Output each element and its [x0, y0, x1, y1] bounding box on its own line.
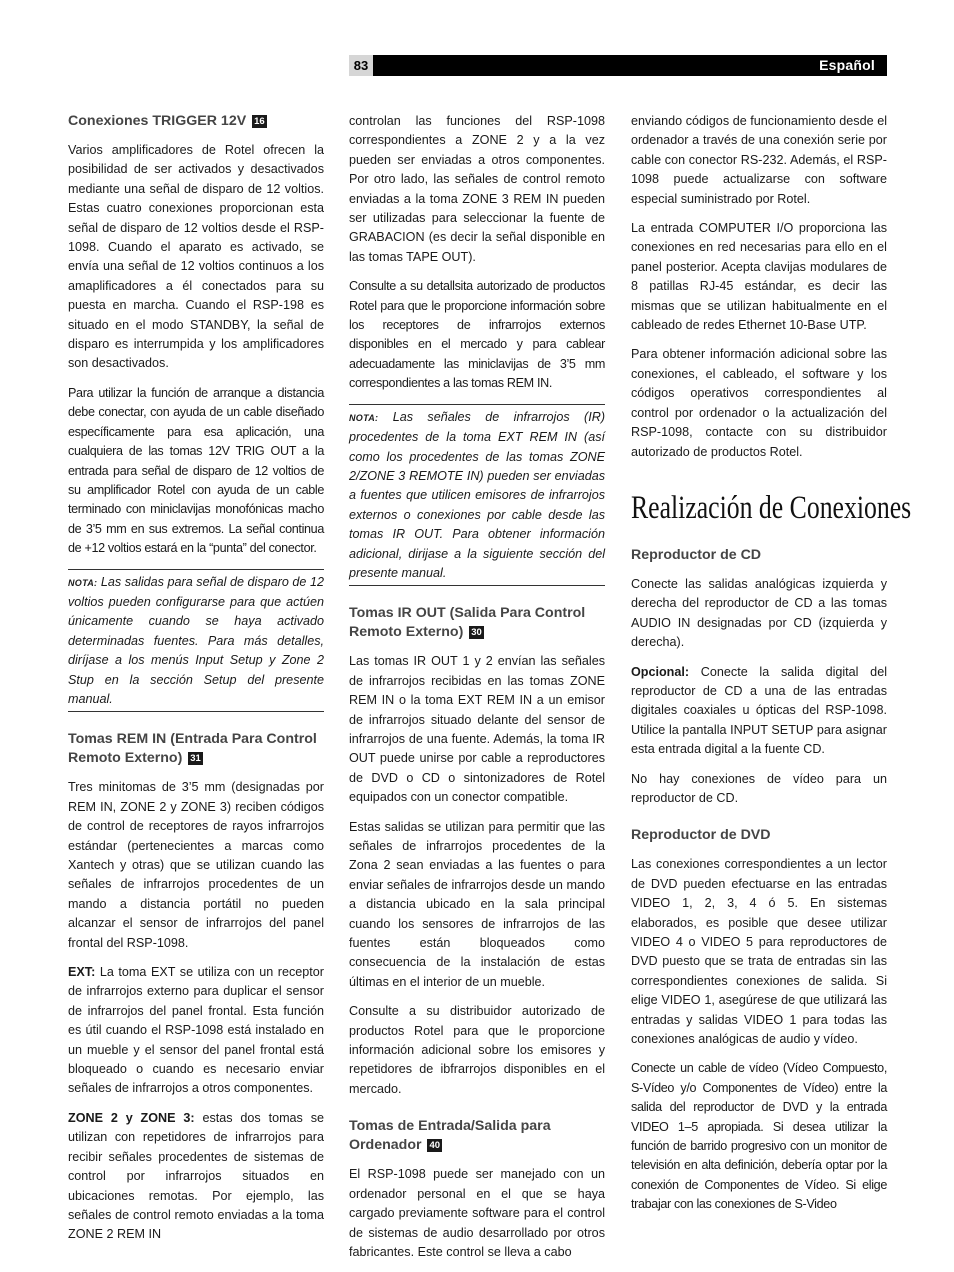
- heading-ir-out: Tomas IR OUT (Salida Para Control Remoto Externo) 30: [349, 605, 586, 641]
- heading-cd-player: Reproductor de CD: [631, 546, 762, 563]
- paragraph: Conecte las salidas analógicas izquierda y derecha del reproductor de CD a las tomas AUDIO IN designadas por CD (izquierda y derecha).: [631, 576, 887, 650]
- ref-number-badge: 30: [471, 627, 482, 639]
- keyword: Opcional:: [631, 664, 690, 679]
- heading-computer-io: Tomas de Entrada/Salida para Ordenador 40: [349, 1118, 551, 1154]
- paragraph: Para utilizar la función de arranque a distancia debe conectar, con ayuda de un cable diseñado específicamente para esa aplicación, una cualquiera de las tomas 12V TRIG OUT a la entrada para señal de disparo de 12 voltios de su amplificador Rotel con ayuda de un cable terminado con miniclavijas monofónicas macho de 3’5 mm en sus extremos. La señal continua de +12 voltios estará en la “punta” del conector.: [68, 385, 324, 556]
- paragraph: El RSP-1098 puede ser manejado con un ordenador personal en el que se haya cargado previamente software para el control de sistemas de audio desarrollado por otros fabricantes. Este control se lleva a cabo: [349, 1167, 605, 1259]
- note-label: NOTA:: [68, 577, 98, 588]
- paragraph: ZONE 2 y ZONE 3: estas dos tomas se utilizan con repetidores de infrarrojos para recibir señales procedentes de sistemas de control por infrarrojos situados en ubicaciones remotas. Por ejemplo, las señales de control remoto enviadas a la toma ZONE 2 REM IN: [68, 1110, 325, 1242]
- paragraph: Tres minitomas de 3’5 mm (designadas por REM IN, ZONE 2 y ZONE 3) reciben códigos de control de receptores de rayos infrarrojos estándar (pertenecientes a marcas como Xantech y otras) que se utilizan cuando las señales de infrarrojos procedentes de un mando a distancia portátil no pueden alcanzar el sensor de infrarrojos del panel frontal del RSP-1098.: [68, 780, 324, 950]
- paragraph: Las tomas IR OUT 1 y 2 envían las señales de infrarrojos recibidas en las tomas ZONE REM IN o la toma EXT REM IN a un emisor de infrarrojos situado delante del sensor de infrarrojos de una fuente. Además, la toma IR OUT puede unirse por cable a reproductores de DVD o CD o sintonizadores de Rotel equipados con un conector compatible.: [349, 654, 605, 805]
- paragraph: EXT: La toma EXT se utiliza con un receptor de infrarrojos externo para duplicar el sensor de infrarrojos del panel frontal. Esta función es útil cuando el RSP-1098 está instalado en un mueble y el sensor del panel frontal está bloqueado o cuando es necesario enviar señales de infrarrojos a otros componentes.: [68, 965, 325, 1096]
- note-label: NOTA:: [349, 412, 379, 423]
- paragraph: Varios amplificadores de Rotel ofrecen la posibilidad de ser activados y desactivados mediante una señal de disparo de 12 voltios. Estas cuatro conexiones proporcionan esta señal de disparo de 12 voltios desde el RSP-1098. Cuando el aparato es activado, se envía una señal de 12 voltios continuos a los amaplificadores a él conectados para su puesta en marcha. Cuando el RSP-198 es situado en el modo STANDBY, la señal de disparo es interrumpida y los amplificadores son desactivados.: [68, 143, 324, 371]
- section-title: Realización de Conexiones: [631, 489, 912, 526]
- paragraph: Consulte a su detallsita autorizado de productos Rotel para que le proporcione información sobre los receptores de infrarrojos externos disponibles en el mercado y para cablear adecuadamente las miniclavijas de 3’5 mm correspondientes a las tomas REM IN.: [349, 279, 605, 391]
- note-box: [68, 569, 324, 713]
- keyword: EXT:: [68, 965, 96, 980]
- note-box: [349, 404, 605, 587]
- heading-rem-in: Tomas REM IN (Entrada Para Control Remoto Externo) 31: [68, 731, 317, 767]
- paragraph: Para obtener información adicional sobre las conexiones, el cableado, el software y los códigos operativos correspondientes al control por ordenador o la actualización del RSP-1098, contacte con su distribuidor autorizado de productos Rotel.: [631, 347, 887, 459]
- ref-number-badge: 31: [190, 753, 201, 765]
- heading-trigger: Conexiones TRIGGER 12V 16: [68, 113, 265, 129]
- paragraph: Opcional: Conecte la salida digital del reproductor de CD a una de las entradas digitales coaxiales u ópticas del RSP-1098. Utilice la pantalla INPUT SETUP para asignar esta entrada digital a la fuente CD.: [631, 664, 887, 757]
- column-left: [68, 112, 324, 1255]
- ref-number-badge: 40: [429, 1140, 441, 1152]
- page-number: 83: [349, 55, 373, 76]
- paragraph: enviando códigos de funcionamiento desde el ordenador a través de una conexión serie por cable con conector RS-232. Además, el RSP-1098 puede actualizarse con software especial suministrado por Rotel.: [631, 114, 887, 206]
- paragraph: La entrada COMPUTER I/O proporciona las conexiones en red necesarias para ello en el panel posterior. Acepta clavijas modulares de 8 patillas RJ-45 estándar, es decir las mismas que se utilizan habitualmente en el cableado de redes Ethernet 10-Base UTP.: [631, 221, 887, 333]
- language-label: Español: [819, 57, 875, 73]
- paragraph: Consulte a su distribuidor autorizado de productos Rotel para que le proporcione información adicional sobre los emisores y repetidores de ibfrarrojos disponibles en el mercado.: [349, 1004, 605, 1096]
- page-header-bar: [349, 55, 887, 76]
- paragraph: No hay conexiones de vídeo para un reproductor de CD.: [631, 771, 887, 805]
- note-text: Las señales de infrarrojos (IR) procedentes de la toma EXT REM IN (así como los procedentes de las tomas ZONE 2/ZONE 3 REMOTE IN) pueden ser enviadas a fuentes que utilicen emisores de infrarrojos externos o conexiones por cable desde las tomas IR OUT. Para obtener información adicional, dirijase a la siguiente sección del presente manual.: [349, 409, 606, 580]
- paragraph: controlan las funciones del RSP-1098 correspondientes a ZONE 2 y a la vez pueden ser enviadas a otros componentes. Por otro lado, las señales de control remoto enviadas a la toma ZONE 3 REM IN pueden ser utilizadas para seleccionar la fuente de GRABACION (es decir la señal disponible en las tomas TAPE OUT).: [349, 114, 605, 264]
- keyword: ZONE 2 y ZONE 3:: [68, 1110, 195, 1125]
- paragraph: Conecte un cable de vídeo (Vídeo Compuesto, S-Vídeo y/o Componentes de Vídeo) entre la salida del reproductor de DVD y la entrada VIDEO 1–5 apropiada. Si desea utilizar la función de barrido progresivo con un monitor de televisión en alta definición, debería optar por la conexión de Componentes de Vídeo. Si elige trabajar con las conexiones de S-Video: [631, 1061, 887, 1212]
- column-middle: [349, 112, 605, 1272]
- column-right: [631, 112, 912, 1225]
- paragraph: Estas salidas se utilizan para permitir que las señales de infrarrojos procedentes de la Zona 2 sean enviadas a las fuentes o para enviar señales de infrarrojos desde un mando a distancia ubicado en la sala principal cuando los sensores de infrarrojos de las fuentes están bloqueados como consecuencia de la instalación de estas últimas en el interior de un mueble.: [349, 819, 605, 989]
- note-text: Las salidas para señal de disparo de 12 voltios pueden configurarse para que actúen únicamente cuando se haya activado determinadas fuentes. Para más detalles, diríjase a los menús Input Setup y Zone 2 Stup en la sección Setup del presente manual.: [68, 574, 324, 706]
- ref-number-badge: 16: [254, 116, 265, 127]
- heading-dvd-player: Reproductor de DVD: [631, 827, 771, 844]
- paragraph: Las conexiones correspondientes a un lector de DVD pueden efectuarse en las entradas VIDEO 1, 2, 3, 4 ó 5. En sistemas elaborados, es posible que desee utilizar VIDEO 4 o VIDEO 5 para reproductores de DVD puesto que se trata de entradas sin las correspondientes conexiones de salida. Si elige VIDEO 1, asegúrese de que utilizará las entradas y salidas VIDEO 1 para todas las conexiones analógicas de audio y vídeo.: [631, 857, 887, 1047]
